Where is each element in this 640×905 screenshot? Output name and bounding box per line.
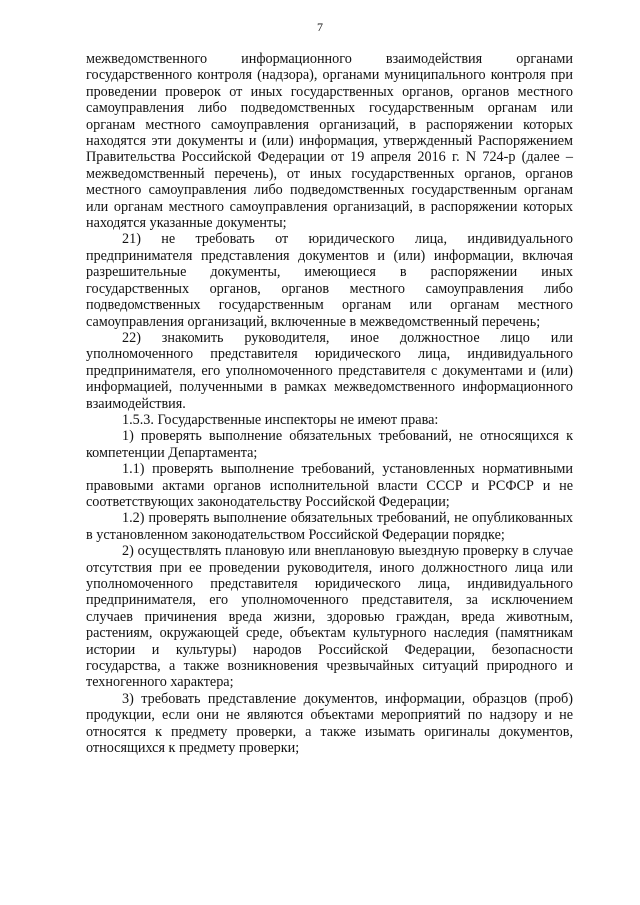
paragraph-prohibition-1-2: 1.2) проверять выполнение обязательных требований, не опубликованных в установленном законодательством Российской Федерации порядке; (86, 510, 573, 543)
page-number: 7 (317, 20, 323, 34)
paragraph-prohibition-2: 2) осуществлять плановую или внеплановую выездную проверку в случае отсутствия при ее проведении руководителя, иного должностного лица или уполномоченного представителя юридического лица, индивидуального предпринимателя, его уполномоченного представителя, за исключением случаев причинения вреда жизни, здоровью граждан, вреда животным, растениям, окружающей среде, объектам культурного наследия (памятникам истории и культуры) народов Российской Федерации, безопасности государства, а также возникновения чрезвычайных ситуаций природного и техногенного характера; (86, 543, 573, 691)
paragraph-item-22: 22) знакомить руководителя, иное должностное лицо или уполномоченного представителя юридического лица, индивидуального предпринимателя, его уполномоченного представителя с документами и (или) информацией, полученными в рамках межведомственного информационного взаимодействия. (86, 329, 573, 412)
paragraph-prohibition-1: 1) проверять выполнение обязательных требований, не относящихся к компетенции Департамента; (86, 428, 573, 461)
paragraph-prohibition-1-1: 1.1) проверять выполнение требований, установленных нормативными правовыми актами органов исполнительной власти СССР и РСФСР и не соответствующих законодательству Российской Федерации; (86, 461, 573, 510)
document-body (86, 51, 573, 756)
paragraph-section-1-5-3: 1.5.3. Государственные инспекторы не имеют права: (122, 411, 439, 428)
paragraph-interagency-list-continuation: межведомственного информационного взаимодействия органами государственного контроля (надзора), органами муниципального контроля при проведении проверок от иных государственных органов, органов местного самоуправления либо подведомственных государственным органам или органам местного самоуправления организаций, в распоряжении которых находятся эти документы и (или) информация, утвержденный Распоряжением Правительства Российской Федерации от 19 апреля 2016 г. N 724-р (далее – межведомственный перечень), от иных государственных органов, органов местного самоуправления либо подведомственных государственным органам или органам местного самоуправления организаций, в распоряжении которых находятся указанные документы; (86, 51, 573, 232)
paragraph-prohibition-3: 3) требовать представление документов, информации, образцов (проб) продукции, если они не являются объектами мероприятий по надзору и не относятся к предмету проверки, а также изымать оригиналы документов, относящихся к предмету проверки; (86, 690, 573, 757)
paragraph-item-21: 21) не требовать от юридического лица, индивидуального предпринимателя представления документов и (или) информации, включая разрешительные документы, имеющиеся в распоряжении иных государственных органов, органов местного самоуправления либо подведомственных государственным органам или органам местного самоуправления организаций, включенные в межведомственный перечень; (86, 231, 573, 330)
